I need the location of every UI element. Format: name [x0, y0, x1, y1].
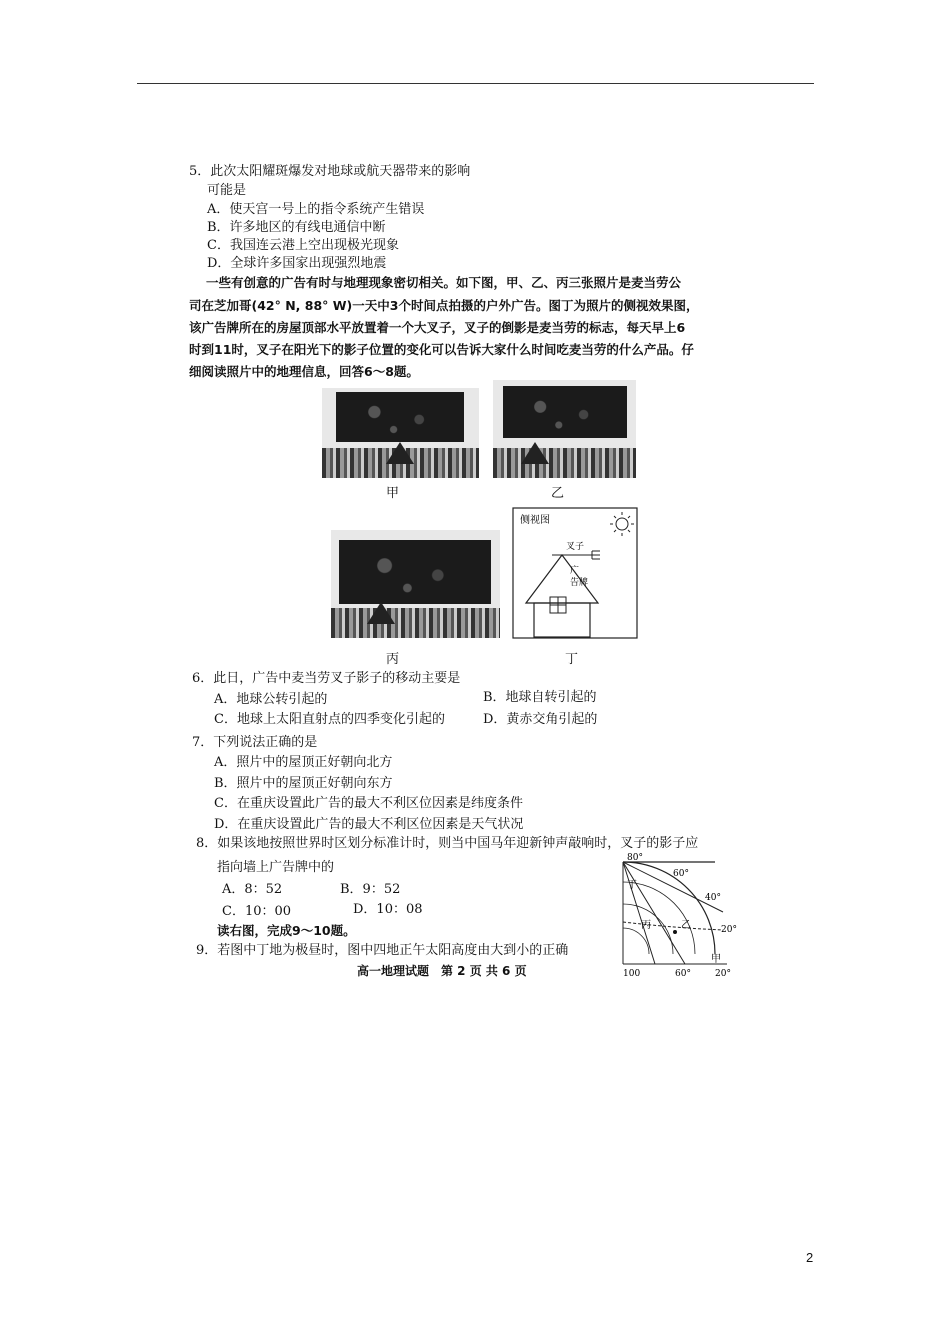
q7-option-a: A．照片中的屋顶正好朝向北方 [214, 755, 393, 770]
lat-label-80: 80° [627, 853, 643, 863]
billboard-image [503, 386, 627, 438]
gable [521, 442, 549, 464]
roofline [331, 608, 500, 638]
svg-text:广: 广 [570, 566, 580, 576]
q6-option-d: D．黄赤交角引起的 [483, 712, 598, 727]
lat-label-20: 20° [721, 925, 737, 935]
passage-line-4: 时到11时，叉子在阳光下的影子位置的变化可以告诉大家什么时间吃麦当劳的什么产品。仔 [189, 342, 694, 357]
billboard-image [339, 540, 491, 604]
q7-option-b: B．照片中的屋顶正好朝向东方 [214, 776, 393, 791]
q5-option-b: B．许多地区的有线电通信中断 [207, 220, 386, 235]
place-jia: 甲 [711, 954, 721, 965]
q8-option-d: D．10：08 [353, 902, 423, 917]
q9-stem: 9．若图中丁地为极昼时，图中四地正午太阳高度由大到小的正确 [196, 943, 569, 958]
dashed-line [623, 922, 723, 930]
side-view-title: 侧视图 [520, 515, 550, 526]
page-number: 2 [806, 1250, 814, 1265]
photo-yi [493, 380, 636, 478]
q6-stem: 6．此日，广告中麦当劳叉子影子的移动主要是 [192, 671, 461, 686]
photo-bing [331, 530, 500, 638]
photo-jia [322, 388, 479, 478]
latitude-arcs [623, 862, 715, 954]
caption-bing: 丙 [386, 652, 400, 667]
passage-line-3: 该广告牌所在的房屋顶部水平放置着一个大叉子，叉子的倒影是麦当劳的标志，每天早上6 [189, 320, 686, 335]
q8-stem: 8．如果该地按照世界时区划分标准计时，则当中国马年迎新钟声敲响时，叉子的影子应 [196, 836, 699, 851]
q6-option-a: A．地球公转引起的 [214, 692, 328, 707]
read-map-instruction: 读右图，完成9～10题。 [217, 923, 356, 938]
point-marker [673, 930, 677, 934]
fork-label: 叉子 [566, 542, 585, 552]
polar-map [615, 852, 745, 980]
q8-option-a: A．8：52 [222, 882, 283, 897]
caption-ding: 丁 [565, 652, 579, 667]
q5-option-a: A．使天宫一号上的指令系统产生错误 [207, 202, 425, 217]
passage-line-5: 细阅读照片中的地理信息，回答6～8题。 [189, 364, 419, 379]
svg-text:告牌: 告牌 [570, 578, 589, 588]
roofline [493, 448, 636, 478]
place-yi: 乙 [681, 920, 691, 931]
q8-option-b: B．9：52 [340, 882, 401, 897]
header-rule [137, 83, 814, 84]
lat-label-40: 40° [705, 893, 721, 903]
caption-yi: 乙 [551, 486, 565, 501]
page-footer: 高一地理试题 第 2 页 共 6 页 [357, 964, 527, 978]
q6-option-b: B．地球自转引起的 [483, 690, 597, 705]
billboard-image [336, 392, 464, 442]
q5-option-d: D．全球许多国家出现强烈地震 [207, 256, 387, 271]
q5-option-c: C．我国连云港上空出现极光现象 [207, 238, 399, 253]
lon-label-20: 20° [715, 969, 731, 979]
q5-stem-cont: 可能是 [207, 183, 247, 198]
q5-stem: 5．此次太阳耀斑爆发对地球或航天器带来的影响 [189, 164, 471, 179]
caption-jia: 甲 [386, 486, 400, 501]
passage-line-1: 一些有创意的广告有时与地理现象密切相关。如下图，甲、乙、丙三张照片是麦当劳公 [206, 275, 682, 290]
passage-line-2: 司在芝加哥(42° N, 88° W)一天中3个时间点拍摄的户外广告。图丁为照片的侧视效果图， [189, 298, 699, 313]
q8-option-c: C．10：00 [222, 904, 292, 919]
side-view-diagram [512, 507, 638, 639]
q6-option-c: C．地球上太阳直射点的四季变化引起的 [214, 712, 445, 727]
gable [367, 602, 395, 624]
lon-label-60: 60° [675, 969, 691, 979]
q8-stem-cont: 指向墙上广告牌中的 [217, 860, 335, 875]
q7-stem: 7．下列说法正确的是 [192, 735, 318, 750]
lon-label-100: 100 [623, 969, 641, 979]
place-ding: 丁 [627, 880, 637, 891]
lat-label-60: 60° [673, 869, 689, 879]
gable [386, 442, 414, 464]
q7-option-c: C．在重庆设置此广告的最大不利区位因素是纬度条件 [214, 796, 523, 811]
place-bing: 丙 [641, 920, 651, 931]
q7-option-d: D．在重庆设置此广告的最大不利区位因素是天气状况 [214, 817, 524, 832]
